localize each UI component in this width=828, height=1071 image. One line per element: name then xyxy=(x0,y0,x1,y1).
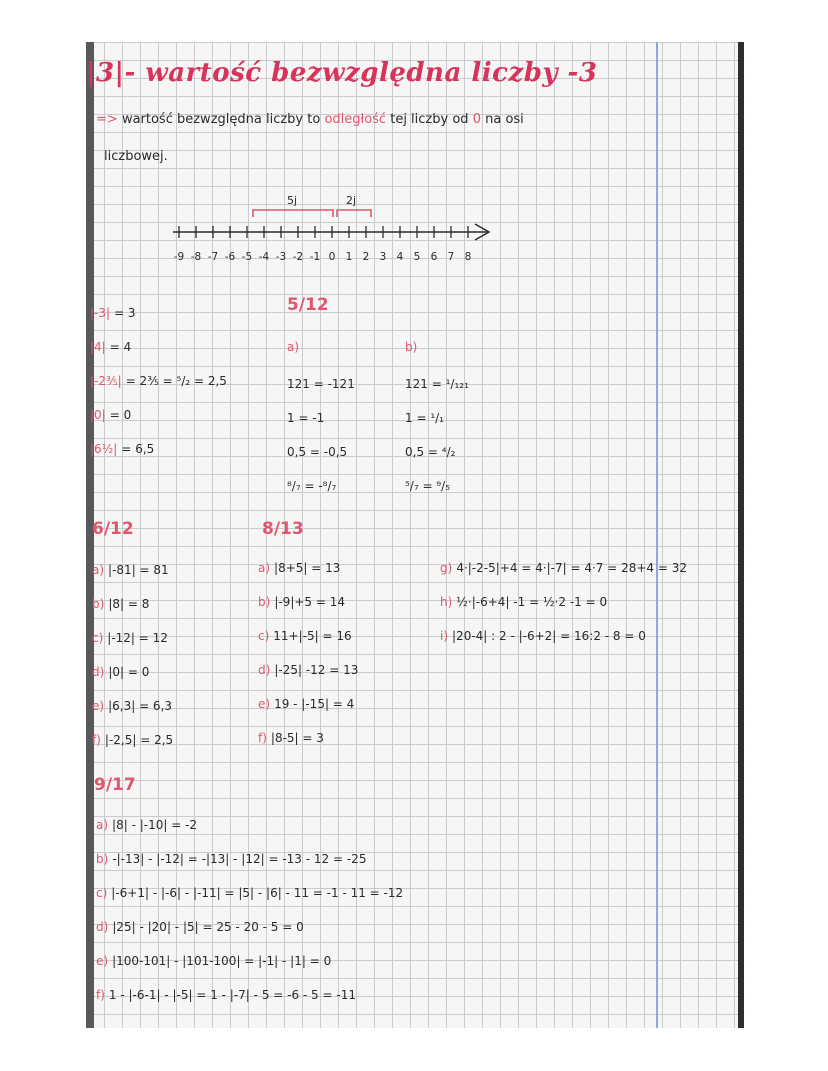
answer-a: ⁸/₇ = -⁸/₇ xyxy=(287,479,337,493)
item-expression: |8+5| = 13 xyxy=(274,561,341,575)
heading-9-17: 9/17 xyxy=(94,775,136,795)
answer-b: 0,5 = ⁴/₂ xyxy=(405,445,456,459)
item-label: f) xyxy=(258,731,267,745)
tick-label: -8 xyxy=(190,251,202,263)
definition-text-c: tej liczby od xyxy=(390,112,469,127)
example-lhs: |-2⅗| xyxy=(90,374,122,388)
label-2j: 2j xyxy=(346,194,357,207)
item-label: h) xyxy=(440,595,453,609)
tick-label: -3 xyxy=(275,251,287,263)
brace-5j xyxy=(253,210,333,217)
item-label: g) xyxy=(440,561,453,575)
item-expression: |-25| -12 = 13 xyxy=(274,663,359,677)
item-expression: |8| - |-10| = -2 xyxy=(112,818,198,832)
item-label: e) xyxy=(92,699,105,713)
item-expression: 19 - |-15| = 4 xyxy=(274,697,355,711)
item-expression: |25| - |20| - |5| = 25 - 20 - 5 = 0 xyxy=(112,920,304,934)
exercise-6-item xyxy=(92,597,149,611)
exercise-9-item xyxy=(96,954,331,968)
tick-label: 0 xyxy=(328,251,336,263)
example-lhs: |4| xyxy=(90,340,106,354)
item-label: a) xyxy=(92,563,105,577)
heading-5-12: 5/12 xyxy=(287,295,329,315)
example-row xyxy=(90,306,136,320)
item-expression: |-2,5| = 2,5 xyxy=(104,733,174,747)
item-expression: |100-101| - |101-100| = |-1| - |1| = 0 xyxy=(112,954,332,968)
label-5j: 5j xyxy=(287,194,298,207)
item-expression: |8| = 8 xyxy=(108,597,150,611)
label-a: a) xyxy=(287,340,300,354)
item-expression: -|-13| - |-12| = -|13| - |12| = -13 - 12 = -25 xyxy=(112,852,367,866)
brace-2j xyxy=(337,210,371,217)
tick-label: -5 xyxy=(241,251,253,263)
item-expression: 4·|-2-5|+4 = 4·|-7| = 4·7 = 28+4 = 32 xyxy=(456,561,688,575)
item-expression: 11+|-5| = 16 xyxy=(273,629,352,643)
example-rhs: = 3 xyxy=(114,306,136,320)
definition-highlight-zero: 0 xyxy=(472,112,481,127)
exercise-8-item-right xyxy=(440,561,687,575)
exercise-6-item xyxy=(92,631,168,645)
exercise-6-item xyxy=(92,699,172,713)
item-expression: |20-4| : 2 - |-6+2| = 16:2 - 8 = 0 xyxy=(452,629,646,643)
example-lhs: |-3| xyxy=(90,306,111,320)
example-rhs: = 6,5 xyxy=(121,442,155,456)
tick-label: 7 xyxy=(447,251,455,263)
item-label: e) xyxy=(258,697,271,711)
item-label: e) xyxy=(96,954,109,968)
heading-8-13: 8/13 xyxy=(262,519,304,539)
tick-label: 6 xyxy=(430,251,438,263)
example-row xyxy=(90,374,227,388)
exercise-9-item xyxy=(96,920,304,934)
item-label: c) xyxy=(258,629,270,643)
tick-label: -2 xyxy=(292,251,304,263)
example-row xyxy=(90,408,131,422)
item-label: d) xyxy=(258,663,271,677)
definition-line-2: liczbowej. xyxy=(104,149,168,164)
item-label: b) xyxy=(92,597,105,611)
exercise-8-item xyxy=(258,561,340,575)
tick-label: -4 xyxy=(258,251,270,263)
item-label: c) xyxy=(92,631,104,645)
example-row xyxy=(90,442,154,456)
item-expression: |6,3| = 6,3 xyxy=(108,699,173,713)
item-label: f) xyxy=(92,733,101,747)
item-expression: |8-5| = 3 xyxy=(270,731,324,745)
answer-b: 1 = ¹/₁ xyxy=(405,411,444,425)
tick-label: 5 xyxy=(413,251,421,263)
item-label: d) xyxy=(92,665,105,679)
tick-label: 8 xyxy=(464,251,472,263)
definition-text-a: wartość bezwzględna liczby to xyxy=(121,112,321,127)
definition-line-1 xyxy=(96,113,524,127)
tick-label: -9 xyxy=(173,251,185,263)
exercise-8-item xyxy=(258,629,352,643)
tick-label: 3 xyxy=(379,251,387,263)
item-label: b) xyxy=(96,852,109,866)
item-expression: ½·|-6+4| -1 = ½·2 -1 = 0 xyxy=(456,595,608,609)
example-row xyxy=(90,340,131,354)
heading-6-12: 6/12 xyxy=(92,519,134,539)
label-b: b) xyxy=(405,340,418,354)
exercise-8-item xyxy=(258,697,354,711)
tick-label: 4 xyxy=(396,251,404,263)
page-title: |3|- wartość bezwzględna liczby -3 xyxy=(86,58,598,88)
margin-line xyxy=(656,42,658,1028)
example-rhs: = 0 xyxy=(109,408,132,422)
example-lhs: |0| xyxy=(90,408,106,422)
item-expression: |-9|+5 = 14 xyxy=(274,595,346,609)
item-label: b) xyxy=(258,595,271,609)
exercise-6-item xyxy=(92,665,149,679)
exercise-6-item xyxy=(92,733,173,747)
item-expression: |-6+1| - |-6| - |-11| = |5| - |6| - 11 = -1 - 11 = -12 xyxy=(111,886,404,900)
example-rhs: = 2⅗ = ⁵/₂ = 2,5 xyxy=(125,374,227,388)
exercise-9-item xyxy=(96,818,197,832)
item-expression: 1 - |-6-1| - |-5| = 1 - |-7| - 5 = -6 - 5 = -11 xyxy=(108,988,356,1002)
item-label: c) xyxy=(96,886,108,900)
exercise-8-item-right xyxy=(440,629,646,643)
tick-label: 1 xyxy=(345,251,353,263)
item-label: a) xyxy=(96,818,109,832)
exercise-9-item xyxy=(96,988,356,1002)
tick-label: 2 xyxy=(362,251,370,263)
exercise-8-item xyxy=(258,663,358,677)
tick-label: -7 xyxy=(207,251,219,263)
exercise-8-item xyxy=(258,595,345,609)
answer-a: 0,5 = -0,5 xyxy=(287,445,348,459)
tick-label: -1 xyxy=(309,251,321,263)
item-expression: |-12| = 12 xyxy=(107,631,168,645)
item-expression: |-81| = 81 xyxy=(108,563,169,577)
exercise-6-item xyxy=(92,563,169,577)
exercise-9-item xyxy=(96,852,366,866)
item-label: i) xyxy=(440,629,449,643)
example-lhs: |6½| xyxy=(90,442,118,456)
item-label: f) xyxy=(96,988,105,1002)
answer-a: 121 = -121 xyxy=(287,377,355,391)
answer-b: 121 = ¹/₁₂₁ xyxy=(405,377,469,391)
exercise-8-item xyxy=(258,731,324,745)
answer-b: ⁵/₇ = ⁹/₅ xyxy=(405,479,451,493)
example-rhs: = 4 xyxy=(109,340,132,354)
item-expression: |0| = 0 xyxy=(108,665,150,679)
item-label: d) xyxy=(96,920,109,934)
exercise-9-item xyxy=(96,886,403,900)
tick-label: -6 xyxy=(224,251,236,263)
arrow-icon: => xyxy=(96,112,118,127)
item-label: a) xyxy=(258,561,271,575)
definition-text-e: na osi xyxy=(485,112,524,127)
number-line xyxy=(165,188,495,268)
definition-highlight-distance: odległość xyxy=(324,112,387,127)
page-right-edge xyxy=(738,42,744,1028)
exercise-8-item-right xyxy=(440,595,607,609)
answer-a: 1 = -1 xyxy=(287,411,325,425)
